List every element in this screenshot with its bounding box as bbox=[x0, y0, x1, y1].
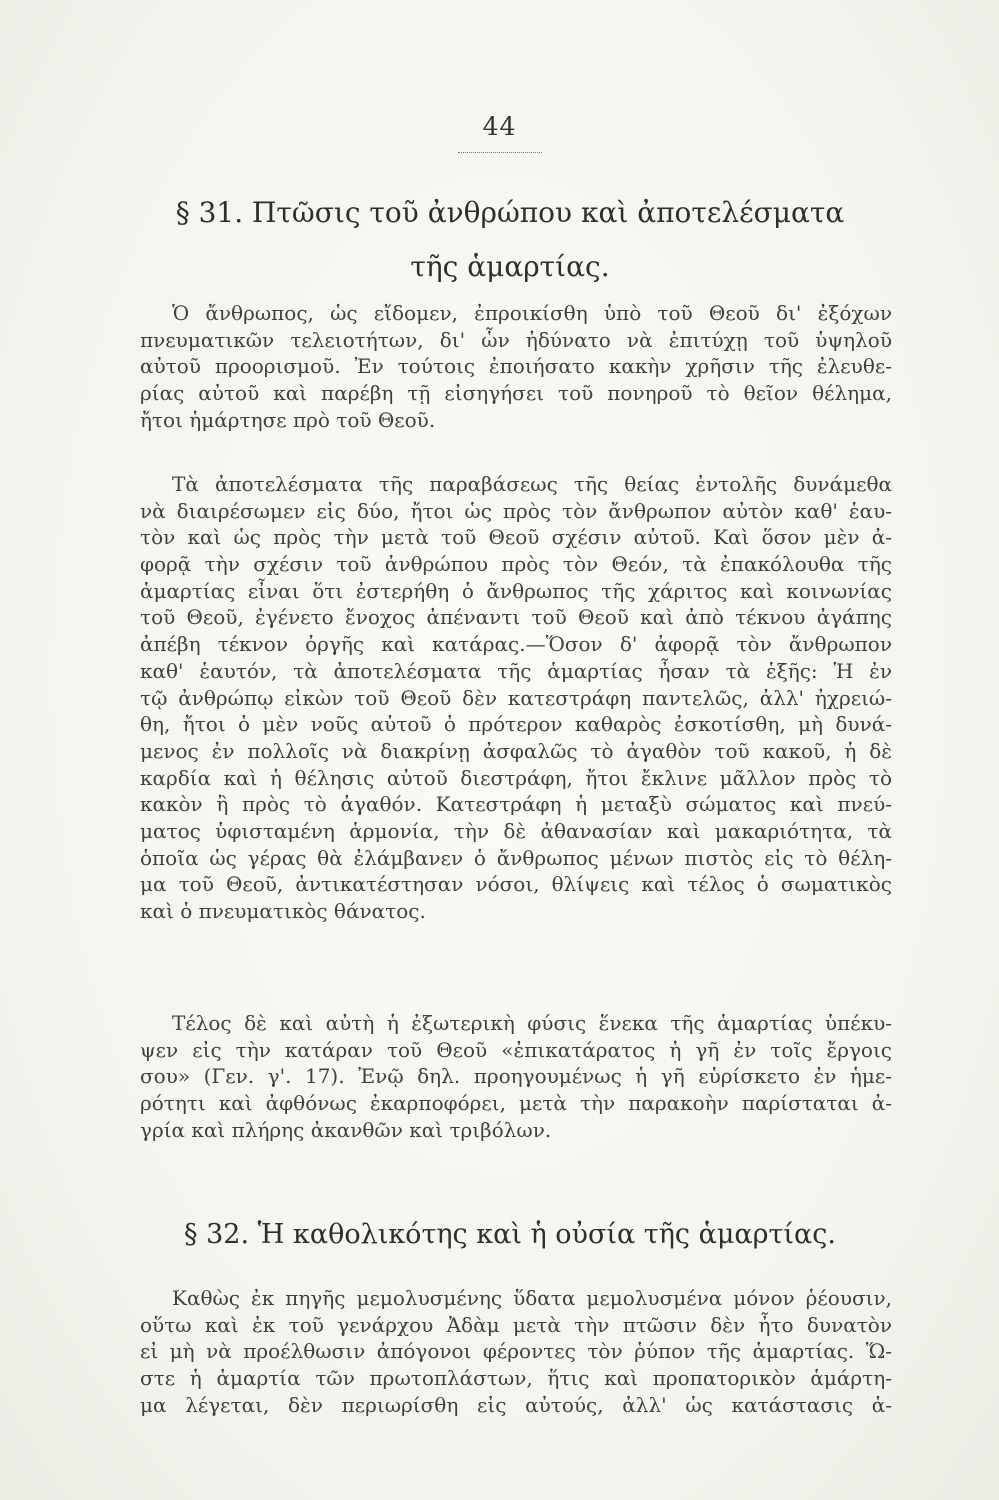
section-31-heading-line-2: τῆς ἁμαρτίας. bbox=[410, 250, 610, 283]
text-line: κακὸν ἢ πρὸς τὸ ἀγαθόν. Κατεστράφη ἡ μεταξὺ σώματος καὶ πνεύ- bbox=[140, 792, 892, 817]
text-line: εἰ μὴ νὰ προέλθωσιν ἀπόγονοι φέροντες τὸν ῥύπον τῆς ἁμαρτίας. Ὥ- bbox=[140, 1339, 892, 1364]
text-line: ὁποῖα ὡς γέρας θὰ ἐλάμβανεν ὁ ἄνθρωπος μένων πιστὸς εἰς τὸ θέλη- bbox=[140, 845, 892, 870]
text-line: γρία καὶ πλήρης ἀκανθῶν καὶ τριβόλων. bbox=[140, 1117, 552, 1142]
text-line: ἤτοι ἡμάρτησε πρὸ τοῦ Θεοῦ. bbox=[140, 407, 436, 432]
text-line: καθ' ἑαυτόν, τὰ ἀποτελέσματα τῆς ἁμαρτίας ἦσαν τὰ ἑξῆς: Ἡ ἐν bbox=[140, 658, 892, 683]
page-number: 44 bbox=[482, 112, 517, 141]
text-line: καὶ ὁ πνευματικὸς θάνατος. bbox=[140, 899, 426, 923]
paragraph-3 bbox=[140, 1010, 892, 1143]
text-line: τῷ ἀνθρώπῳ εἰκὼν τοῦ Θεοῦ δὲν κατεστράφη παντελῶς, ἀλλ' ἠχρειώ- bbox=[140, 685, 892, 710]
text-line: σου» (Γεν. γ'. 17). Ἐνῷ δηλ. προηγουμένως ἡ γῆ εὑρίσκετο ἐν ἡμε- bbox=[140, 1064, 892, 1089]
text-line: θη, ἤτοι ὁ μὲν νοῦς αὐτοῦ ὁ πρότερον καθαρὸς ἐσκοτίσθη, μὴ δυνά- bbox=[140, 712, 892, 737]
section-31-heading bbox=[140, 186, 880, 294]
text-line: ἁμαρτίας εἶναι ὅτι ἐστερήθη ὁ ἄνθρωπος τῆς χάριτος καὶ κοινωνίας bbox=[140, 578, 892, 603]
text-line: Ὁ ἄνθρωπος, ὡς εἴδομεν, ἐπροικίσθη ὑπὸ τοῦ Θεοῦ δι' ἐξόχων bbox=[172, 301, 892, 325]
text-line: Τὰ ἀποτελέσματα τῆς παραβάσεως τῆς θείας ἐντολῆς δυνάμεθα bbox=[172, 472, 892, 496]
page-number-rule bbox=[458, 152, 542, 153]
text-line: μα λέγεται, δὲν περιωρίσθη εἰς αὐτούς, ἀλλ' ὡς κατάστασις ἁ- bbox=[140, 1392, 892, 1417]
text-line: αὐτοῦ προορισμοῦ. Ἐν τούτοις ἐποιήσατο κακὴν χρῆσιν τῆς ἐλευθε- bbox=[140, 354, 892, 379]
text-line: μα τοῦ Θεοῦ, ἀντικατέστησαν νόσοι, θλίψεις καὶ τέλος ὁ σωματικὸς bbox=[140, 872, 892, 897]
text-line: καρδία καὶ ἡ θέλησις αὐτοῦ διεστράφη, ἤτοι ἔκλινε μᾶλλον πρὸς τὸ bbox=[140, 765, 892, 790]
text-line: πνευματικῶν τελειοτήτων, δι' ὧν ἠδύνατο νὰ ἐπιτύχῃ τοῦ ὑψηλοῦ bbox=[140, 327, 892, 352]
text-line: τὸν καὶ ὡς πρὸς τὴν μετὰ τοῦ Θεοῦ σχέσιν αὐτοῦ. Καὶ ὅσον μὲν ἀ- bbox=[140, 525, 892, 550]
text-line: ρότητι καὶ ἀφθόνως ἐκαρποφόρει, μετὰ τὴν παρακοὴν παρίσταται ἀ- bbox=[140, 1091, 892, 1116]
text-line: μενος ἐν πολλοῖς νὰ διακρίνῃ ἀσφαλῶς τὸ ἀγαθὸν τοῦ κακοῦ, ἡ δὲ bbox=[140, 738, 892, 763]
text-line: τοῦ Θεοῦ, ἐγένετο ἔνοχος ἀπέναντι τοῦ Θεοῦ καὶ ἀπὸ τέκνου ἀγάπης bbox=[140, 605, 892, 630]
text-line: φορᾷ τὴν σχέσιν τοῦ ἀνθρώπου πρὸς τὸν Θεόν, τὰ ἐπακόλουθα τῆς bbox=[140, 552, 892, 577]
paragraph-1 bbox=[140, 300, 892, 433]
text-line: Καθὼς ἐκ πηγῆς μεμολυσμένης ὕδατα μεμολυσμένα μόνον ῥέουσιν, bbox=[172, 1286, 892, 1310]
text-line: ρίας αὐτοῦ καὶ παρέβη τῇ εἰσηγήσει τοῦ πονηροῦ τὸ θεῖον θέλημα, bbox=[140, 381, 892, 406]
text-line: ψεν εἰς τὴν κατάραν τοῦ Θεοῦ «ἐπικατάρατος ἡ γῆ ἐν τοῖς ἔργοις bbox=[140, 1037, 892, 1062]
text-line: στε ἡ ἁμαρτία τῶν πρωτοπλάστων, ἥτις καὶ προπατορικὸν ἁμάρτη- bbox=[140, 1366, 892, 1391]
text-line: ἀπέβη τέκνον ὀργῆς καὶ κατάρας.—Ὅσον δ' ἀφορᾷ τὸν ἄνθρωπον bbox=[140, 632, 892, 657]
section-32-heading-text: § 32. Ἡ καθολικότης καὶ ἡ οὐσία τῆς ἁμαρτίας. bbox=[184, 1219, 836, 1250]
paragraph-4 bbox=[140, 1285, 892, 1418]
text-line: οὕτω καὶ ἐκ τοῦ γενάρχου Ἀδὰμ μετὰ τὴν πτῶσιν δὲν ἦτο δυνατὸν bbox=[140, 1312, 892, 1337]
text-line: ματος ὑφισταμένη ἁρμονία, τὴν δὲ ἀθανασίαν καὶ μακαριότητα, τὰ bbox=[140, 818, 892, 843]
text-line: νὰ διαιρέσωμεν εἰς δύο, ἤτοι ὡς πρὸς τὸν ἄνθρωπον αὐτὸν καθ' ἑαυ- bbox=[140, 498, 892, 523]
text-line: Τέλος δὲ καὶ αὐτὴ ἡ ἐξωτερικὴ φύσις ἕνεκα τῆς ἁμαρτίας ὑπέκυ- bbox=[172, 1011, 892, 1035]
paragraph-2 bbox=[140, 471, 892, 925]
section-32-heading bbox=[140, 1217, 880, 1253]
section-31-heading-line-1: § 31. Πτῶσις τοῦ ἀνθρώπου καὶ ἀποτελέσματα bbox=[175, 196, 845, 229]
